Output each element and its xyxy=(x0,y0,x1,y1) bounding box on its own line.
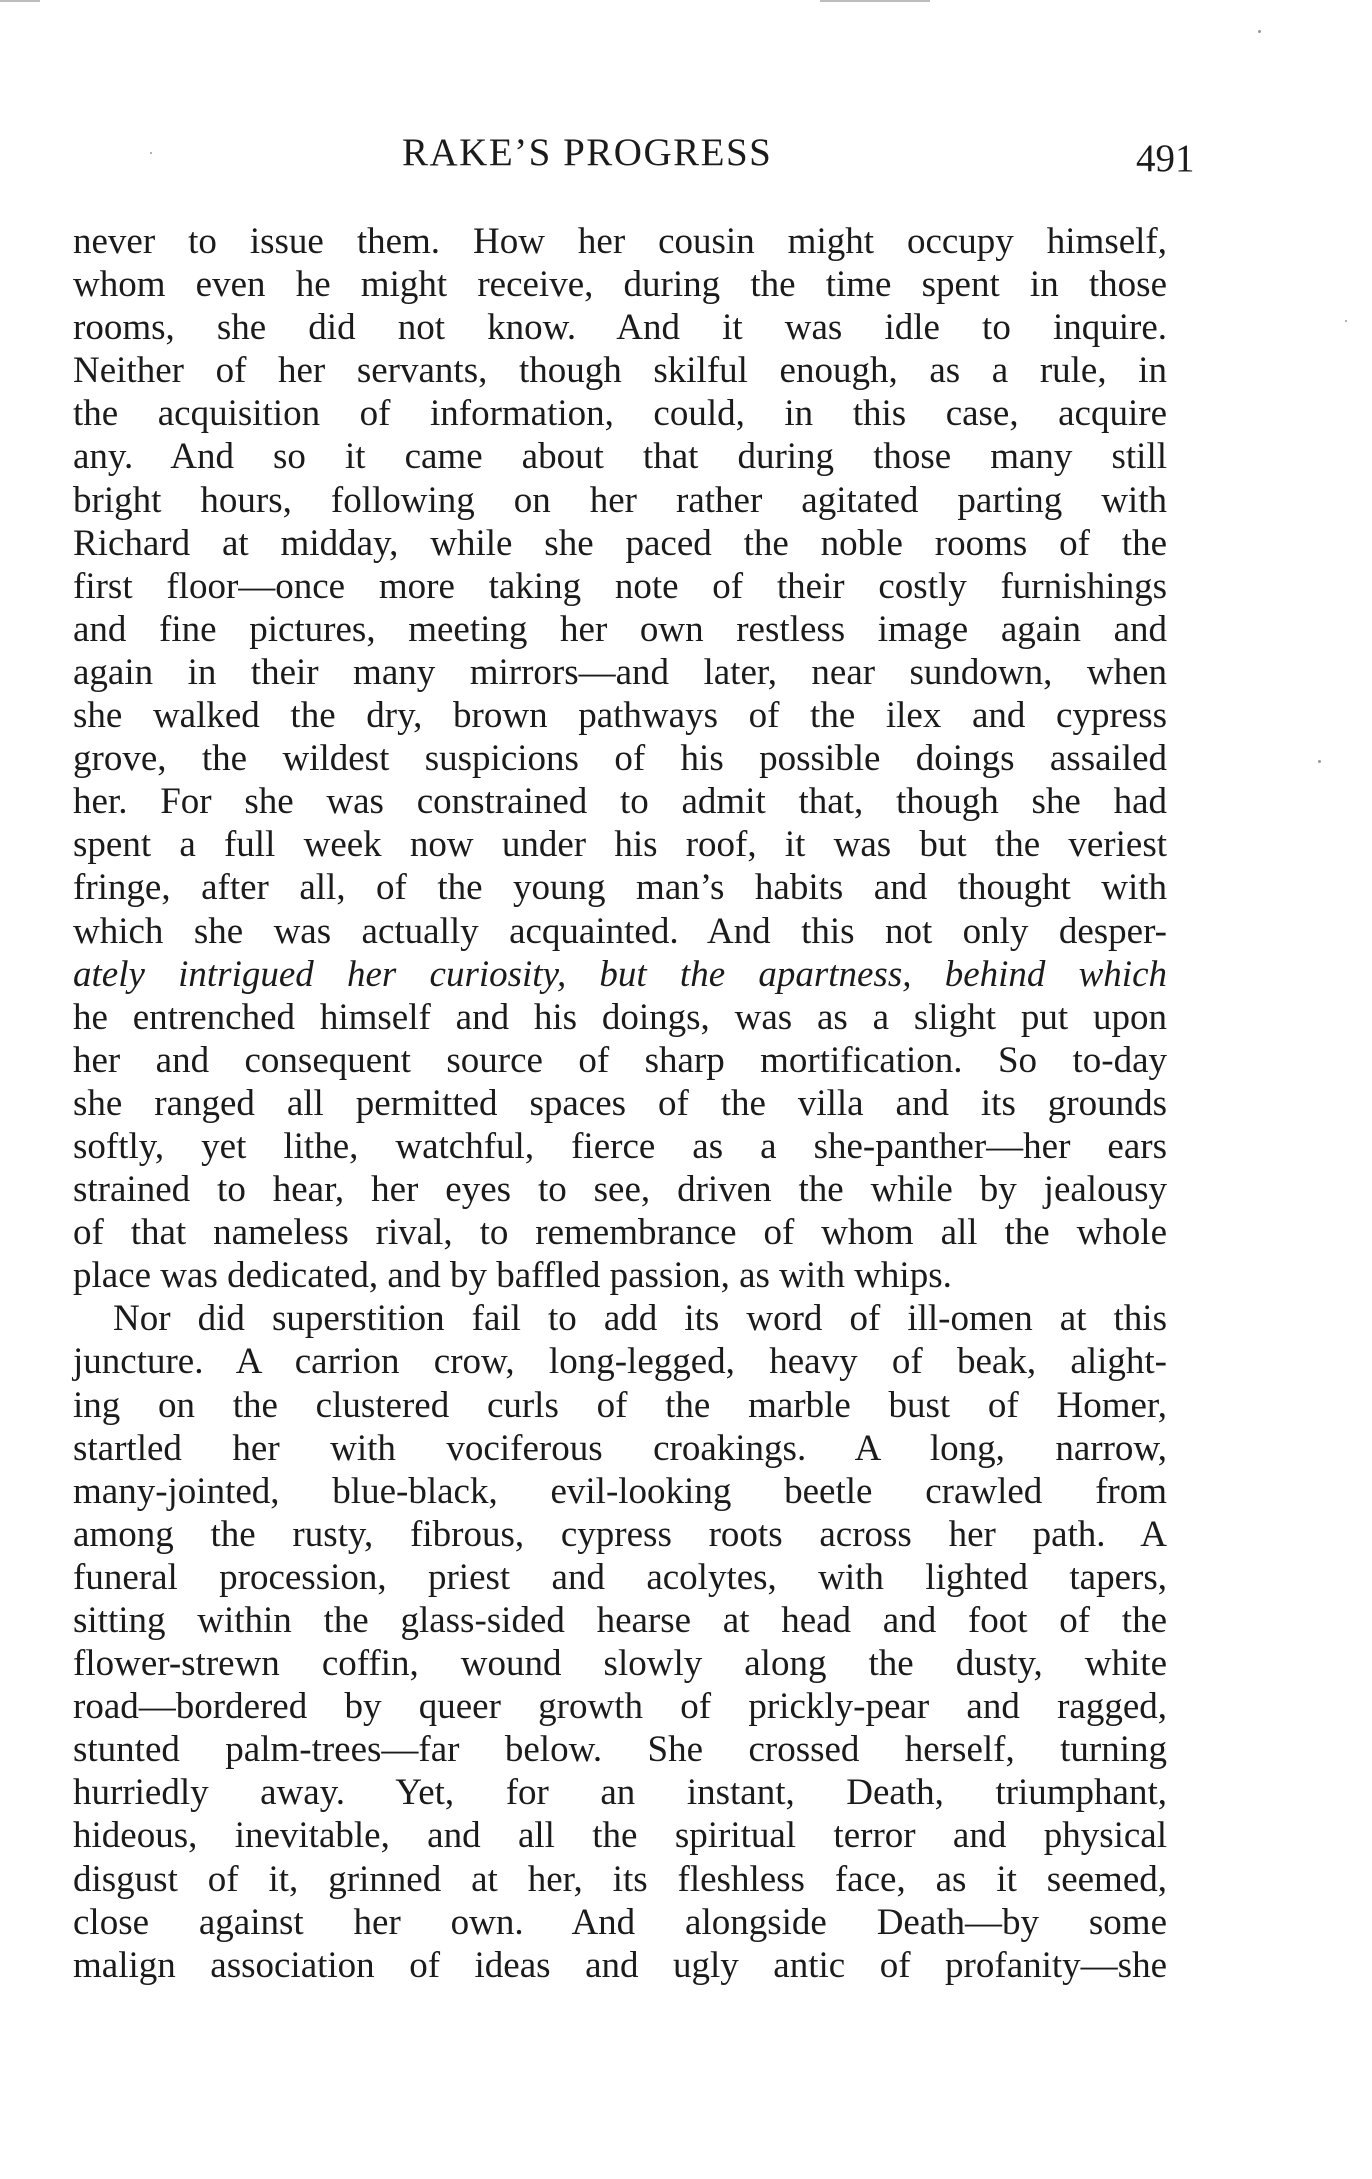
text-line: of that nameless rival, to remembrance of whom all the whole xyxy=(73,1212,1167,1254)
text-line: whom even he might receive, during the time spent in those xyxy=(73,264,1167,306)
text-line: her. For she was constrained to admit that, though she had xyxy=(73,781,1167,823)
paper-speck xyxy=(1345,320,1347,322)
text-line: road—bordered by queer growth of prickly-pear and ragged, xyxy=(73,1686,1167,1728)
text-line: she ranged all permitted spaces of the villa and its grounds xyxy=(73,1082,1167,1124)
text-line: disgust of it, grinned at her, its fleshless face, as it seemed, xyxy=(73,1858,1167,1900)
text-line: funeral procession, priest and acolytes, with lighted tapers, xyxy=(73,1556,1167,1598)
top-edge-rule xyxy=(820,0,930,2)
text-line: ing on the clustered curls of the marble bust of Homer, xyxy=(73,1384,1167,1426)
text-line: Richard at midday, while she paced the noble rooms of the xyxy=(73,522,1167,564)
text-line: spent a full week now under his roof, it was but the veriest xyxy=(73,824,1167,866)
paper-speck xyxy=(1318,760,1321,763)
text-line: which she was actually acquainted. And this not only desper- xyxy=(73,910,1167,952)
text-line: stunted palm-trees—far below. She crossed herself, turning xyxy=(73,1729,1167,1771)
text-line: among the rusty, fibrous, cypress roots across her path. A xyxy=(73,1513,1167,1555)
running-head xyxy=(0,128,1372,188)
text-line: softly, yet lithe, watchful, fierce as a she-panther—her ears xyxy=(73,1125,1167,1167)
text-line: rooms, she did not know. And it was idle to inquire. xyxy=(73,307,1167,349)
text-line: many-jointed, blue-black, evil-looking beetle crawled from xyxy=(73,1470,1167,1512)
paper-speck xyxy=(150,152,152,154)
text-line: and fine pictures, meeting her own restless image again and xyxy=(73,608,1167,650)
text-line: close against her own. And alongside Death—by some xyxy=(73,1901,1167,1943)
paragraph-2 xyxy=(73,1297,1167,1987)
text-line: her and consequent source of sharp mortification. So to-day xyxy=(73,1039,1167,1081)
text-line: sitting within the glass-sided hearse at head and foot of the xyxy=(73,1600,1167,1641)
running-title: RAKE’S PROGRESS xyxy=(402,131,773,174)
text-line: fringe, after all, of the young man’s habits and thought with xyxy=(73,867,1167,909)
page-number: 491 xyxy=(1136,137,1195,180)
text-line: again in their many mirrors—and later, near sundown, when xyxy=(73,651,1167,693)
text-line: malign association of ideas and ugly antic of profanity—she xyxy=(73,1944,1167,1986)
text-line: first floor—once more taking note of their costly furnishings xyxy=(73,565,1167,607)
body-text xyxy=(73,220,1167,1987)
text-line: never to issue them. How her cousin might occupy himself, xyxy=(73,221,1167,262)
text-line: the acquisition of information, could, in this case, acquire xyxy=(73,393,1167,435)
text-line: strained to hear, her eyes to see, driven the while by jealousy xyxy=(73,1169,1167,1211)
text-line: flower-strewn coffin, wound slowly along the dusty, white xyxy=(73,1643,1167,1685)
top-edge-rule xyxy=(0,0,40,2)
text-line: startled her with vociferous croakings. A long, narrow, xyxy=(73,1427,1167,1469)
text-line: any. And so it came about that during those many still xyxy=(73,436,1167,478)
text-line xyxy=(73,953,1167,996)
italic-run: ately intrigued her curiosity, but the apartness, behind which xyxy=(73,953,1167,995)
paper-speck xyxy=(1258,30,1261,33)
paragraph-1 xyxy=(73,220,1167,1297)
text-line: juncture. A carrion crow, long-legged, heavy of beak, alight- xyxy=(73,1341,1167,1383)
text-line: hideous, inevitable, and all the spiritual terror and physical xyxy=(73,1815,1167,1857)
text-line: Nor did superstition fail to add its word of ill-omen at this xyxy=(113,1298,1167,1340)
text-line: she walked the dry, brown pathways of the ilex and cypress xyxy=(73,695,1167,737)
text-line: place was dedicated, and by baffled passion, as with whips. xyxy=(73,1255,952,1297)
text-line: he entrenched himself and his doings, was as a slight put upon xyxy=(73,996,1167,1038)
text-line: bright hours, following on her rather agitated parting with xyxy=(73,479,1167,521)
text-line: grove, the wildest suspicions of his possible doings assailed xyxy=(73,738,1167,780)
text-line: hurriedly away. Yet, for an instant, Death, triumphant, xyxy=(73,1772,1167,1814)
text-line: Neither of her servants, though skilful enough, as a rule, in xyxy=(73,350,1167,392)
